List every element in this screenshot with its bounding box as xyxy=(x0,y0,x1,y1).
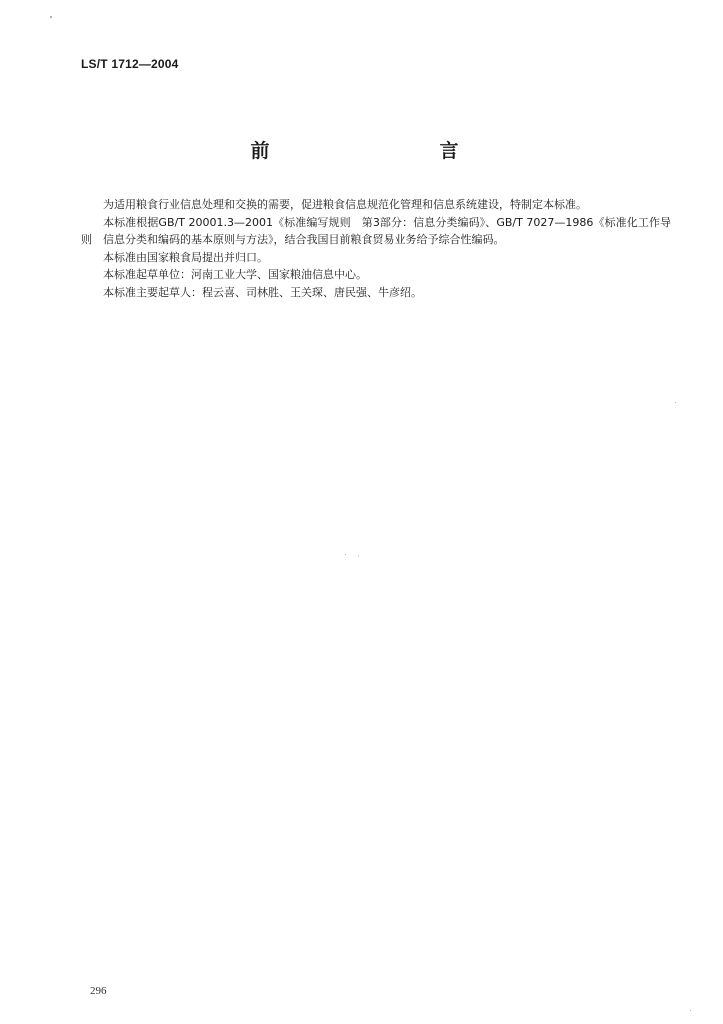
foreword-body xyxy=(81,196,671,301)
scan-speck xyxy=(690,1010,691,1011)
section-title: 前 言 xyxy=(250,140,503,162)
standard-code-header: LS/T 1712—2004 xyxy=(81,57,179,71)
paragraph-drafters: 本标准主要起草人：程云喜、司林胜、王关琛、唐民强、牛彦绍。 xyxy=(103,285,422,299)
paragraph-proposer: 本标准由国家粮食局提出并归口。 xyxy=(103,250,268,264)
paragraph-basis: 本标准根据GB/T 20001.3—2001《标准编写规则 第3部分：信息分类编码》、GB/T 7027—1986《标准化工作导则 信息分类和编码的基本原则与方法》，结合我国目前粮食贸易业务给予综合性编码。 xyxy=(81,215,671,246)
paragraph-purpose: 为适用粮食行业信息处理和交换的需要，促进粮食信息规范化管理和信息系统建设，特制定本标准。 xyxy=(103,198,587,211)
paragraph-drafting-units: 本标准起草单位：河南工业大学、国家粮油信息中心。 xyxy=(103,268,367,281)
scan-speck xyxy=(345,554,346,555)
scan-speck xyxy=(358,555,359,556)
page-number: 296 xyxy=(90,985,107,997)
scan-speck xyxy=(675,402,676,403)
scan-speck xyxy=(50,16,52,18)
